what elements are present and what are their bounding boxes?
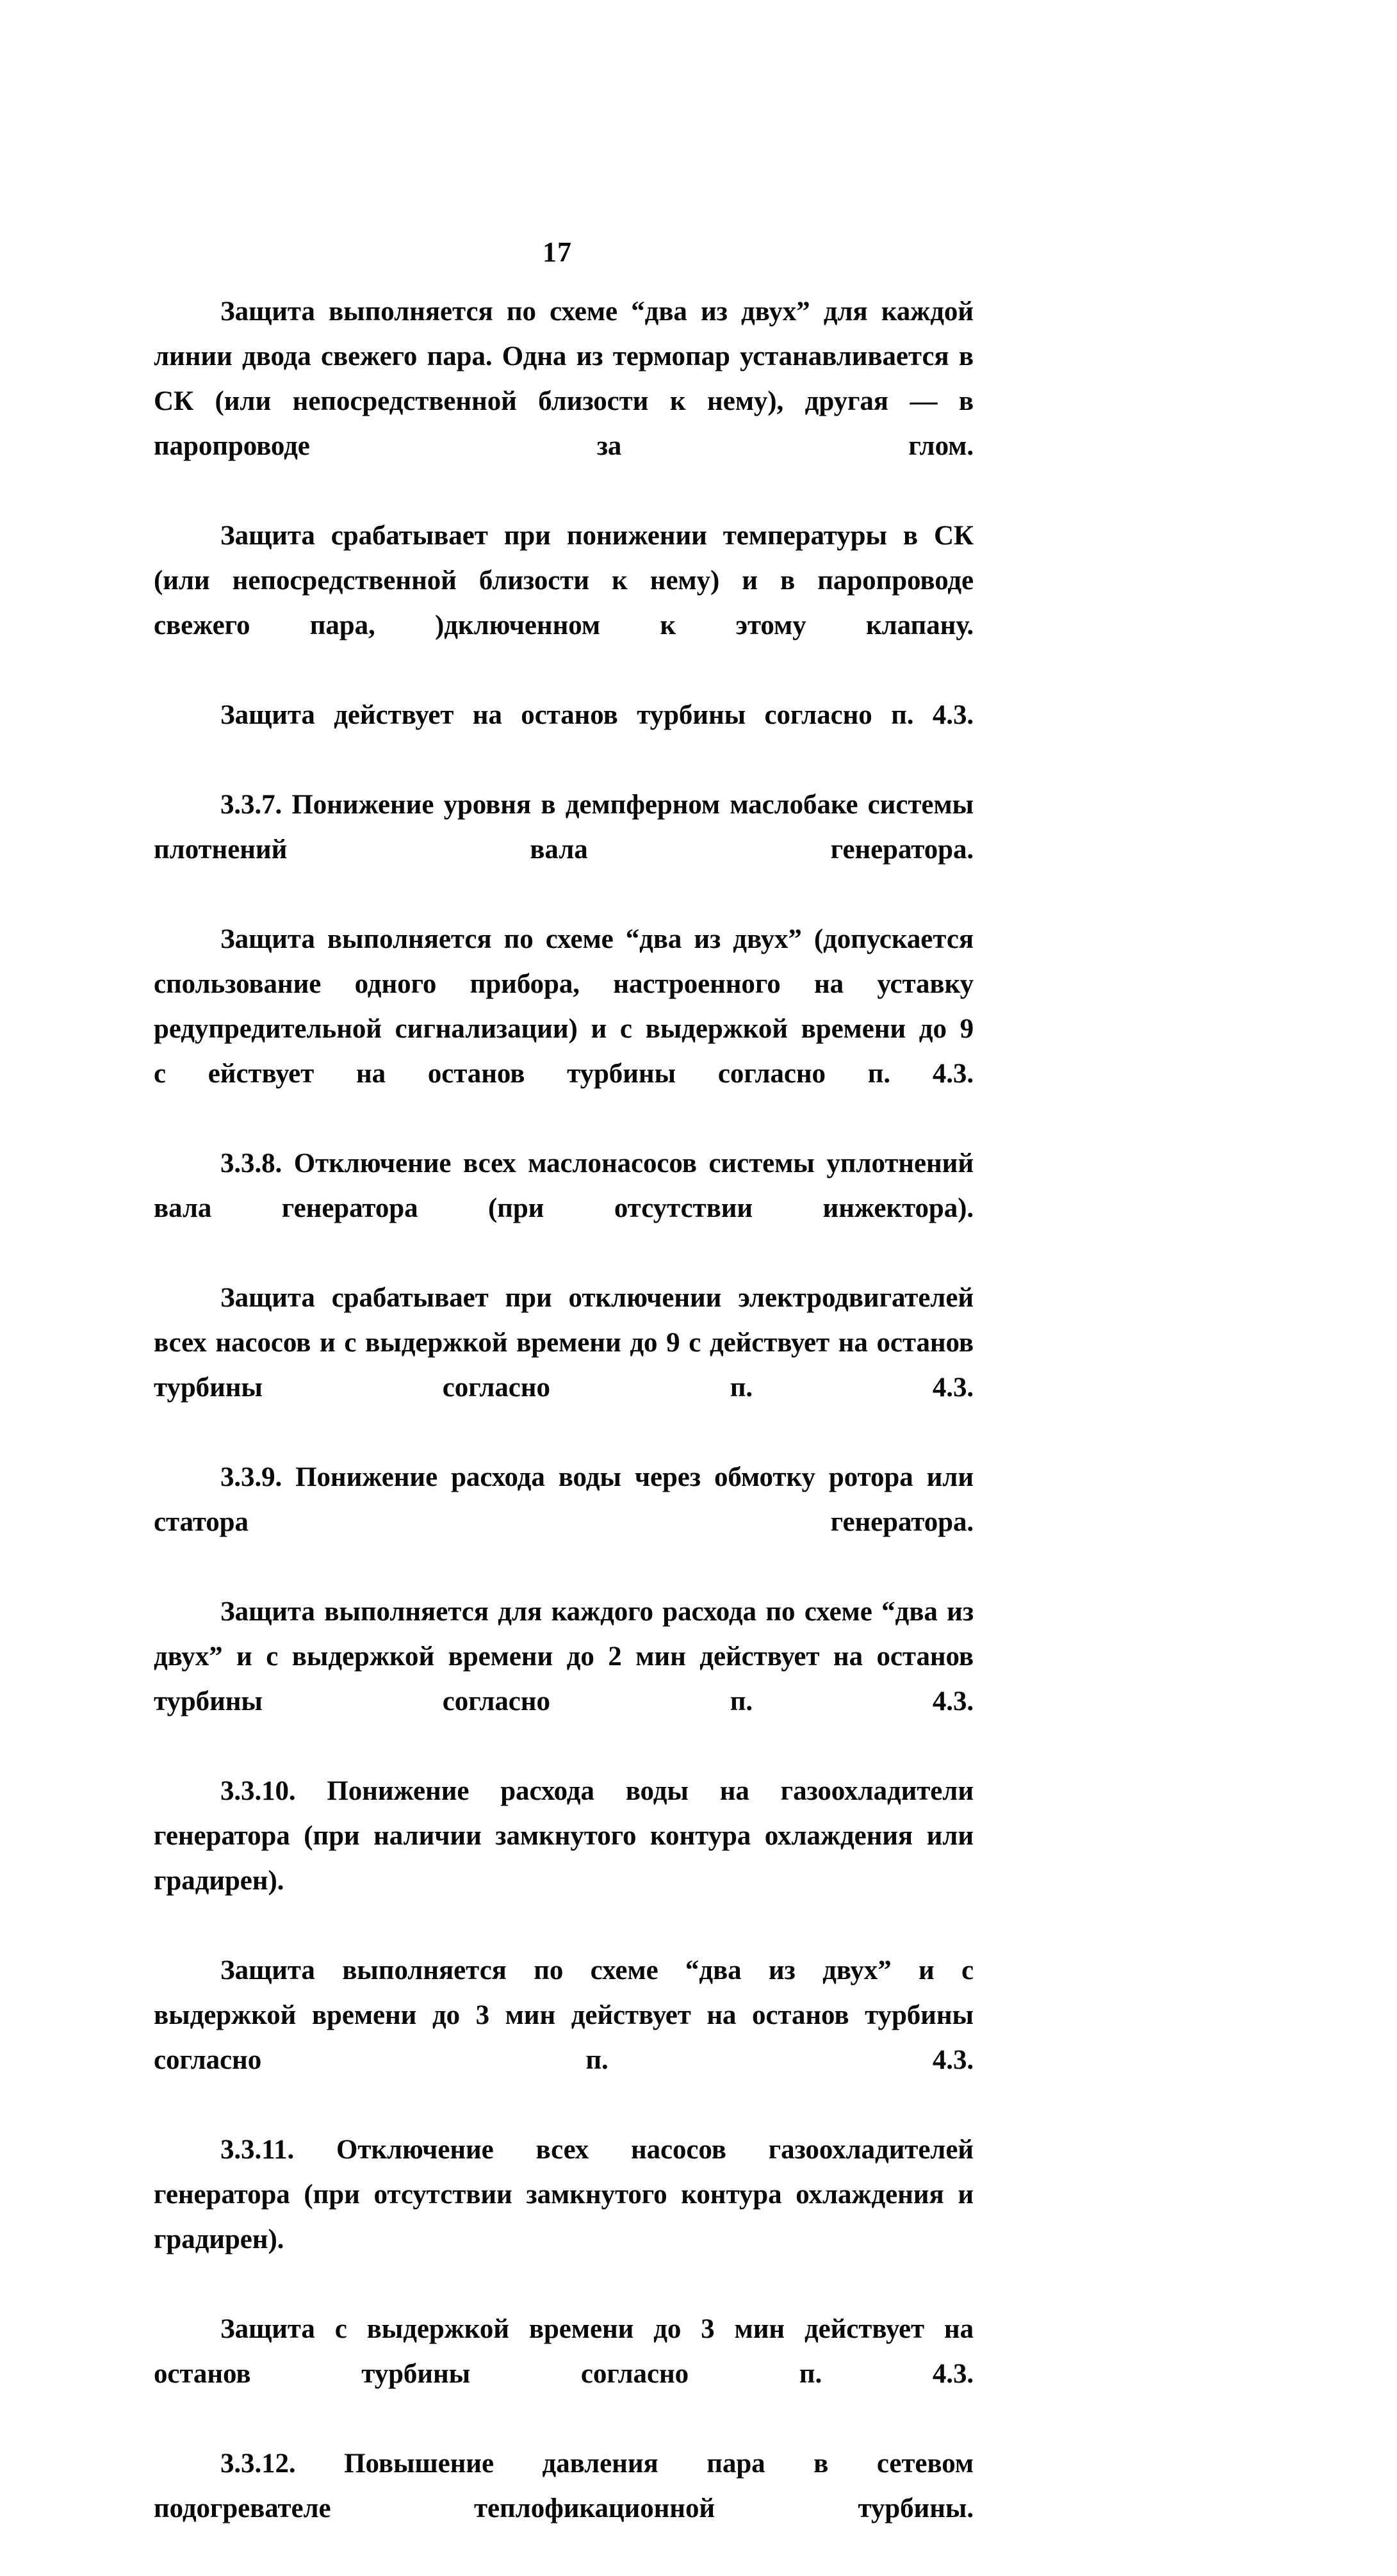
body-text-column (154, 289, 974, 2576)
paragraph (154, 1276, 974, 1455)
paragraph (154, 1141, 974, 1276)
paragraph-text: Защита выполняется по схеме “два из двух” (допускается спользование одного прибора, настроенного на уставку редупредительной сигнализации) и с выдержкой времени до 9 с ействует на останов турбины согласно п. 4.3. (154, 924, 974, 1089)
paragraph-text: 3.3.9. Понижение расхода воды через обмотку ротора или статора генератора. (154, 1462, 974, 1537)
paragraph-text: Защита выполняется по схеме “два из двух” для каждой линии двода свежего пара. Одна из термопар устанавливается в СК (или непосредственной близости к нему), другая — в паропроводе за глом. (154, 297, 974, 461)
paragraph-text: Защита действует на останов турбины согласно п. 4.3. (220, 700, 974, 730)
paragraph (154, 2441, 974, 2576)
paragraph (154, 289, 974, 514)
paragraph-text: 3.3.11. Отключение всех насосов газоохладителей генератора (при отсутствии замкнутого контура охлаждения и градирен). (154, 2135, 974, 2254)
paragraph (154, 693, 974, 783)
paragraph (154, 1769, 974, 1948)
paragraph (154, 1590, 974, 1769)
paragraph-text: Защита выполняется для каждого расхода по схеме “два из двух” и с выдержкой времени до 2 мин действует на останов турбины согласно п. 4.3. (154, 1597, 974, 1716)
paragraph-text: 3.3.10. Понижение расхода воды на газоохладители генератора (при наличии замкнутого контура охлаждения или градирен). (154, 1776, 974, 1896)
paragraph (154, 2128, 974, 2307)
paragraph-text: 3.3.7. Понижение уровня в демпферном маслобаке системы плотнений вала генератора. (154, 790, 974, 865)
paragraph (154, 783, 974, 917)
paragraph-text: Защита срабатывает при понижении температуры в СК (или непосредственной близости к нему) и в паропроводе свежего пара, )дключенном к этому клапану. (154, 521, 974, 640)
paragraph (154, 514, 974, 693)
paragraph-text: Защита с выдержкой времени до 3 мин действует на останов турбины согласно п. 4.3. (154, 2314, 974, 2389)
paragraph-text: 3.3.12. Повышение давления пара в сетевом подогревателе теплофикационной турбины. (154, 2449, 974, 2523)
paragraph (154, 917, 974, 1141)
paragraph-text: Защита выполняется по схеме “два из двух” и с выдержкой времени до 3 мин действует на останов турбины согласно п. 4.3. (154, 1955, 974, 2075)
paragraph (154, 1948, 974, 2128)
page-number: 17 (543, 236, 572, 268)
paragraph-text: 3.3.8. Отключение всех маслонасосов системы уплотнений вала генератора (при отсутствии инжектора). (154, 1148, 974, 1223)
paragraph (154, 2307, 974, 2441)
paragraph (154, 1455, 974, 1590)
paragraph-text: Защита срабатывает при отключении электродвигателей всех насосов и с выдержкой времени до 9 с действует на останов турбины согласно п. 4.3. (154, 1283, 974, 1403)
